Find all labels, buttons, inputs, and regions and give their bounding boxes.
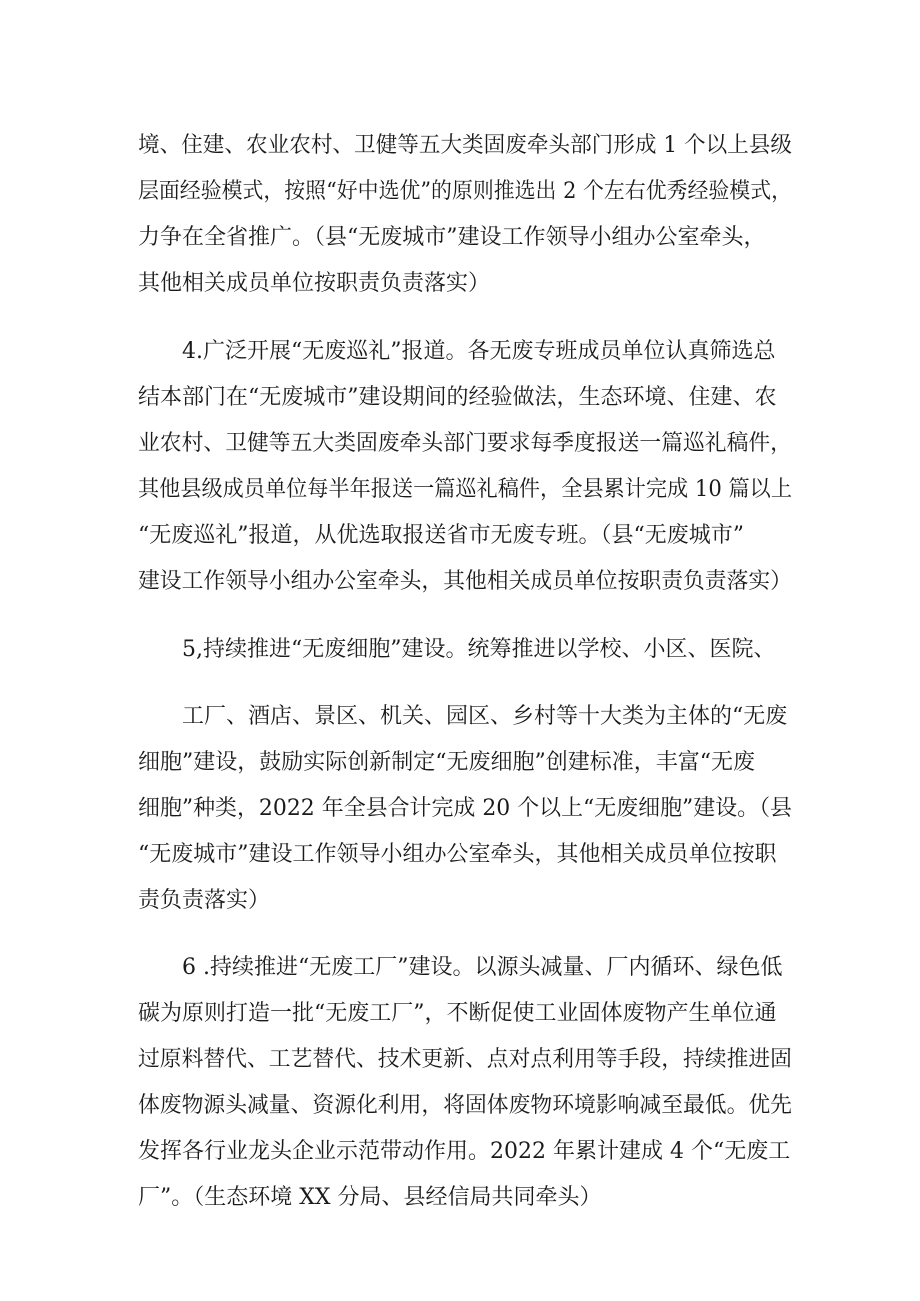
text-line: “无废城市”建设工作领导小组办公室牵头，其他相关成员单位按职 bbox=[138, 842, 777, 867]
text-line: 细胞”建设，鼓励实际创新制定“无废细胞”创建标准，丰富“无废 bbox=[138, 750, 755, 775]
text-line: 责负责落实） bbox=[138, 888, 271, 913]
text-line: 厂”。（生态环境 XX 分局、县经信局共同牵头） bbox=[138, 1185, 602, 1210]
paragraph-5-first-line: 5,持续推进“无废细胞”建设。统筹推进以学校、小区、医院、 bbox=[182, 637, 776, 662]
text-line: 过原料替代、工艺替代、技术更新、点对点利用等手段，持续推进固 bbox=[138, 1047, 792, 1072]
text-line: 境、住建、农业农村、卫健等五大类固废牵头部门形成 1 个以上县级 bbox=[138, 133, 792, 158]
paragraph-4-first-line: 4.广泛开展“无废巡礼”报道。各无废专班成员单位认真筛选总 bbox=[182, 339, 776, 364]
text-line: 体废物源头减量、资源化利用，将固体废物环境影响减至最低。优先 bbox=[138, 1093, 792, 1118]
text-line: 碳为原则打造一批“无废工厂”，不断促使工业固体废物产生单位通 bbox=[138, 1001, 777, 1026]
text-line: 层面经验模式，按照“好中选优”的原则推选出 2 个左右优秀经验模式， bbox=[138, 179, 792, 204]
text-line: 业农村、卫健等五大类固废牵头部门要求每季度报送一篇巡礼稿件， bbox=[138, 431, 792, 456]
text-line: 细胞”种类，2022 年全县合计完成 20 个以上“无废细胞”建设。（县 bbox=[138, 796, 792, 821]
paragraph-6-first-line: 6 .持续推进“无废工厂”建设。以源头减量、厂内循环、绿色低 bbox=[182, 955, 783, 980]
text-line: 发挥各行业龙头企业示范带动作用。2022 年累计建成 4 个“无废工 bbox=[138, 1139, 791, 1164]
text-line: 其他县级成员单位每半年报送一篇巡礼稿件，全县累计完成 10 篇以上 bbox=[138, 477, 792, 502]
text-line: 结本部门在“无废城市”建设期间的经验做法，生态环境、住建、农 bbox=[138, 385, 777, 410]
text-line: “无废巡礼”报道，从优选取报送省市无废专班。（县“无废城市” bbox=[138, 523, 744, 548]
text-line: 工厂、酒店、景区、机关、园区、乡村等十大类为主体的“无废 bbox=[182, 704, 788, 729]
text-line: 力争在全省推广。（县“无废城市”建设工作领导小组办公室牵头， bbox=[138, 225, 766, 250]
text-line: 其他相关成员单位按职责负责落实） bbox=[138, 271, 491, 296]
text-line: 建设工作领导小组办公室牵头，其他相关成员单位按职责负责落实） bbox=[138, 569, 792, 594]
